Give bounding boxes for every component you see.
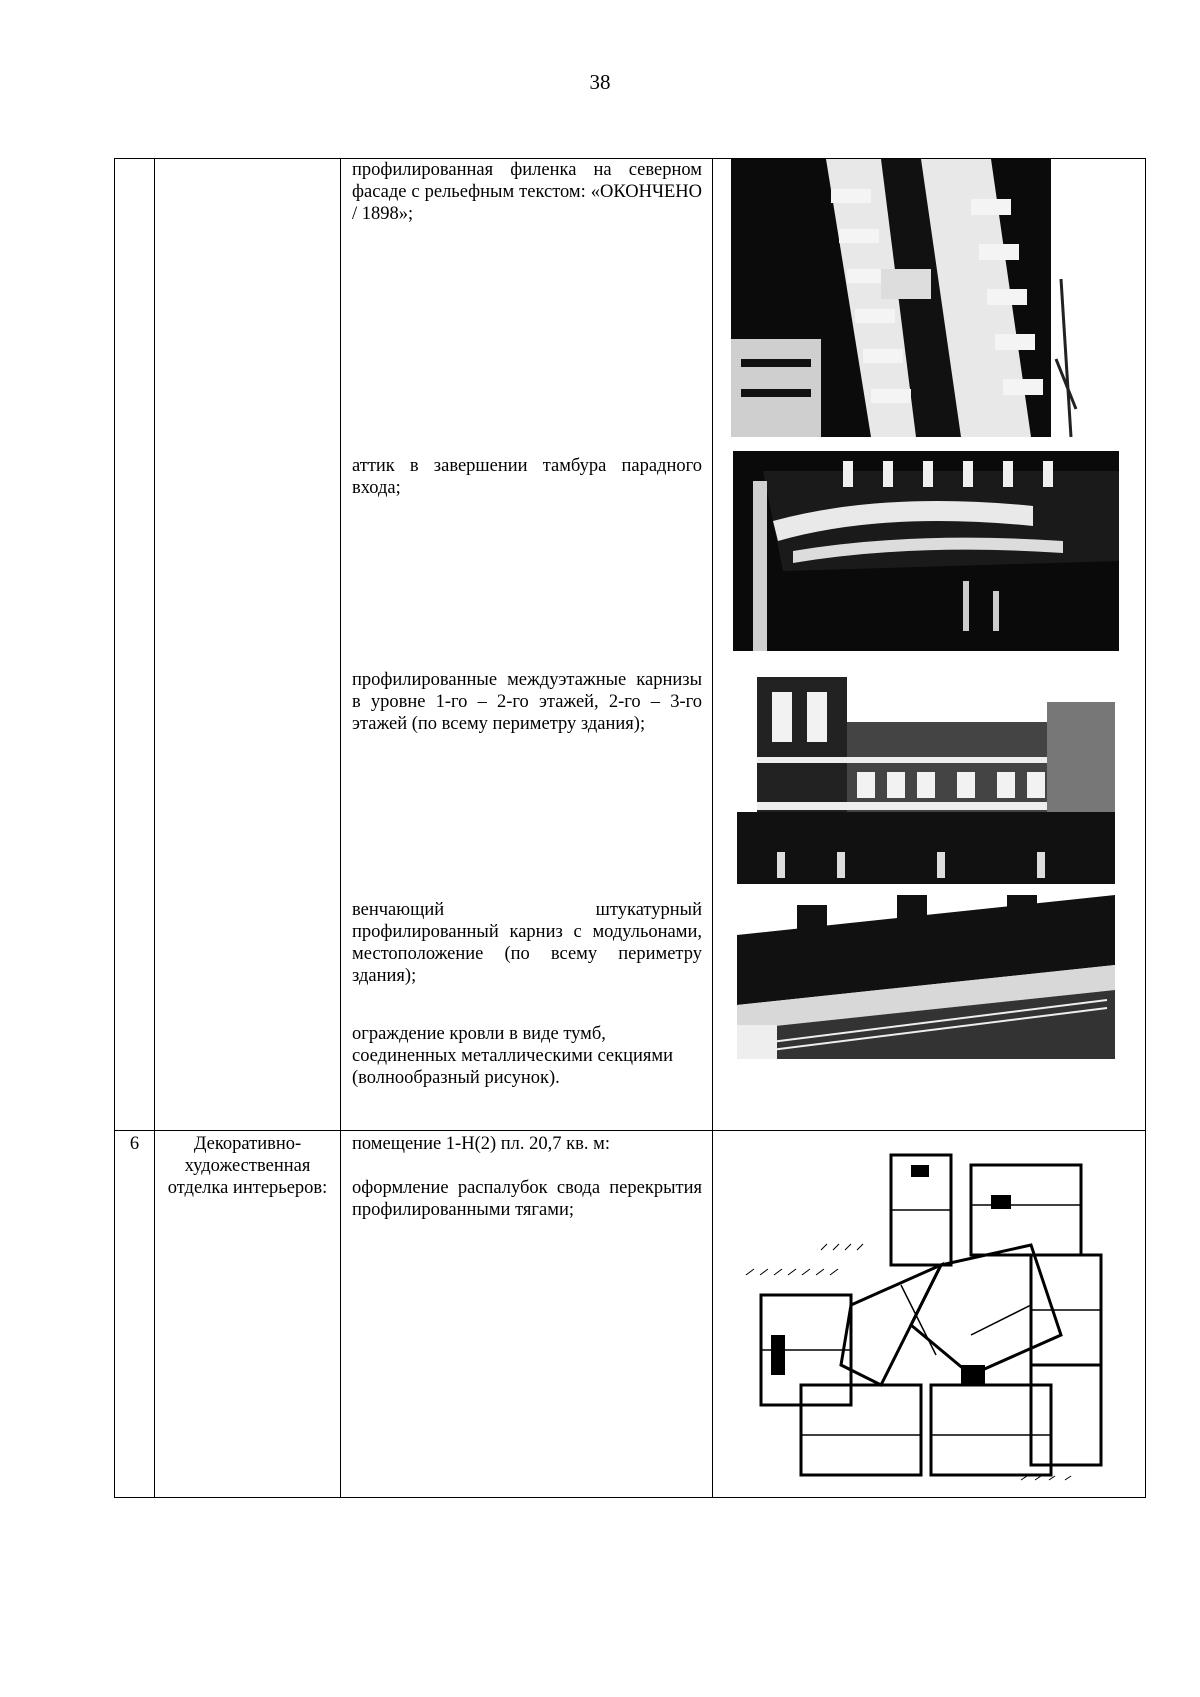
interfloor-cornice-photo (737, 662, 1115, 884)
list-item: венчающий штукатурный профилированный карниз с модульонами, местоположение (по всему периметру здания); (352, 900, 702, 986)
list-item: ограждение кровли в виде тумб, соединенных металлическими секциями (волнообразный рисунок). (352, 1024, 674, 1088)
facade-panel-photo (731, 159, 1081, 437)
row-description (341, 1131, 713, 1498)
list-item: аттик в завершении тамбура парадного входа; (352, 456, 702, 498)
list-item: профилированные междуэтажные карнизы в уровне 1-го – 2-го этажей, 2-го – 3-го этажей (по всему периметру здания); (352, 670, 702, 734)
list-item: профилированная филенка на северном фасаде с рельефным текстом: «ОКОНЧЕНО / 1898»; (352, 160, 702, 224)
row-category (155, 159, 341, 1131)
entrance-attic-photo (733, 451, 1119, 651)
list-item: оформление распалубок свода перекрытия профилированными тягами; (352, 1178, 702, 1220)
row-number (115, 159, 155, 1131)
row-number: 6 (115, 1131, 155, 1498)
table-row (115, 159, 1146, 1131)
floor-plan-drawing (741, 1135, 1121, 1487)
monument-table (114, 158, 1146, 1498)
row-description (341, 159, 713, 1131)
row-images (713, 1131, 1146, 1498)
page-number: 38 (589, 70, 611, 94)
list-item: помещение 1-Н(2) пл. 20,7 кв. м: (352, 1134, 610, 1154)
crowning-cornice-photo (737, 895, 1115, 1059)
row-images (713, 159, 1146, 1131)
table-row (115, 1131, 1146, 1498)
row-category: Декоративно-художественная отделка интерьеров: (155, 1131, 341, 1498)
